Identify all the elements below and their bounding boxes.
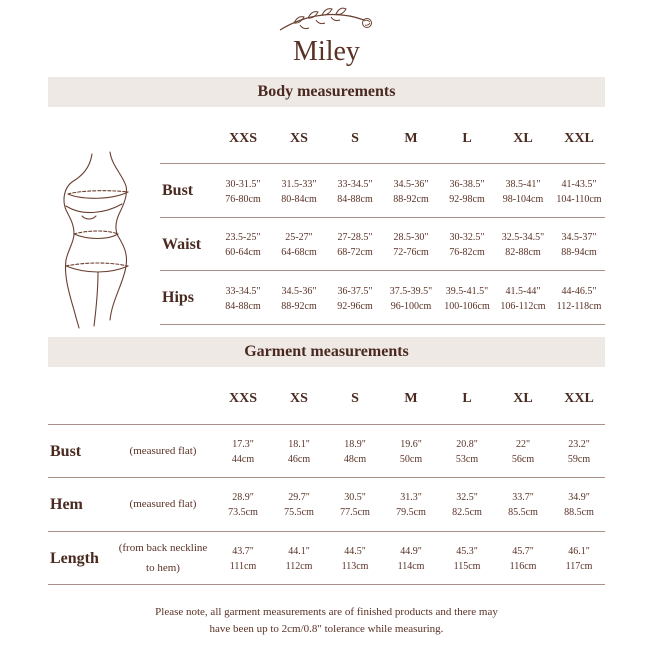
table-cell: 43.7" 111cm (229, 546, 257, 572)
garment-section-title: Garment measurements (244, 343, 409, 360)
row-note: (measured flat) (129, 445, 197, 457)
size-header: XS (290, 131, 308, 146)
row-label-hips: Hips (162, 289, 195, 306)
table-cell: 22" 56cm (511, 439, 535, 465)
table-cell: 39.5-41.5" 100-106cm (444, 286, 490, 312)
row-label-bust: Bust (162, 182, 194, 199)
size-header: XXL (564, 391, 594, 406)
table-cell: 44.1" 112cm (285, 546, 313, 572)
table-cell: 28.9" 73.5cm (228, 492, 258, 518)
table-cell: 37.5-39.5" 96-100cm (389, 286, 433, 312)
table-cell: 30-32.5" 76-82cm (449, 232, 485, 258)
table-cell: 33-34.5" 84-88cm (337, 179, 373, 205)
table-divider (160, 217, 605, 218)
table-divider (48, 424, 605, 425)
table-cell: 32.5" 82.5cm (452, 492, 482, 518)
table-cell: 44.5" 113cm (341, 546, 369, 572)
size-header: M (404, 131, 418, 146)
row-note: (measured flat) (129, 498, 197, 510)
table-cell: 31.3" 79.5cm (396, 492, 426, 518)
table-divider (48, 531, 605, 532)
size-header: S (351, 131, 359, 146)
size-header: M (404, 391, 418, 406)
table-cell: 20.8" 53cm (455, 439, 479, 465)
table-cell: 25-27" 64-68cm (281, 232, 317, 258)
table-cell: 44.9" 114cm (397, 546, 425, 572)
table-cell: 27-28.5" 68-72cm (337, 232, 373, 258)
table-cell: 30.5" 77.5cm (340, 492, 370, 518)
table-cell: 41.5-44" 106-112cm (500, 286, 546, 312)
table-cell: 46.1" 117cm (565, 546, 593, 572)
size-header: XXS (228, 391, 257, 406)
table-cell: 34.5-36" 88-92cm (281, 286, 317, 312)
brand-title: Miley (293, 36, 360, 67)
table-cell: 36-37.5" 92-96cm (337, 286, 373, 312)
table-divider (48, 477, 605, 478)
table-cell: 17.3" 44cm (231, 439, 255, 465)
table-divider (160, 270, 605, 271)
table-cell: 44-46.5" 112-118cm (556, 286, 602, 312)
table-cell: 29.7" 75.5cm (284, 492, 314, 518)
table-cell: 31.5-33" 80-84cm (281, 179, 317, 205)
body-section-title: Body measurements (257, 83, 396, 100)
table-cell: 45.7" 116cm (509, 546, 537, 572)
table-cell: 34.5-36" 88-92cm (393, 179, 429, 205)
size-header: L (462, 131, 472, 146)
size-header: L (462, 391, 472, 406)
size-header: XL (513, 131, 533, 146)
row-label-hem: Hem (50, 496, 83, 513)
table-cell: 38.5-41" 98-104cm (502, 179, 544, 205)
body-outline-icon (52, 150, 142, 330)
size-header: XXL (564, 131, 594, 146)
table-cell: 19.6" 50cm (399, 439, 423, 465)
table-cell: 34.9" 88.5cm (564, 492, 594, 518)
table-cell: 33.7" 85.5cm (508, 492, 538, 518)
table-cell: 18.9" 48cm (343, 439, 367, 465)
table-cell: 23.5-25" 60-64cm (225, 232, 261, 258)
table-cell: 28.5-30" 72-76cm (393, 232, 429, 258)
table-cell: 33-34.5" 84-88cm (225, 286, 261, 312)
table-cell: 30-31.5" 76-80cm (225, 179, 261, 205)
table-cell: 32.5-34.5" 82-88cm (501, 232, 545, 258)
footnote: Please note, all garment measurements are of finished products and there may have been up to 2cm/0.8" tolerance while measuring. (155, 606, 498, 635)
table-cell: 34.5-37" 88-94cm (561, 232, 597, 258)
size-header: XXS (228, 131, 257, 146)
table-cell: 45.3" 115cm (453, 546, 481, 572)
row-label-bust: Bust (50, 443, 82, 460)
garment-section-header (48, 337, 605, 367)
table-divider (48, 584, 605, 585)
table-cell: 23.2" 59cm (567, 439, 591, 465)
row-label-length: Length (50, 550, 99, 567)
leaf-sprig-icon (276, 6, 380, 36)
row-label-waist: Waist (162, 236, 202, 253)
table-divider (160, 163, 605, 164)
table-cell: 36-38.5" 92-98cm (449, 179, 485, 205)
body-section-header (48, 77, 605, 107)
row-note: (from back neckline to hem) (118, 542, 208, 574)
table-divider (160, 324, 605, 325)
size-header: XS (290, 391, 308, 406)
table-cell: 41-43.5" 104-110cm (556, 179, 602, 205)
table-cell: 18.1" 46cm (287, 439, 311, 465)
size-header: S (351, 391, 359, 406)
size-header: XL (513, 391, 533, 406)
